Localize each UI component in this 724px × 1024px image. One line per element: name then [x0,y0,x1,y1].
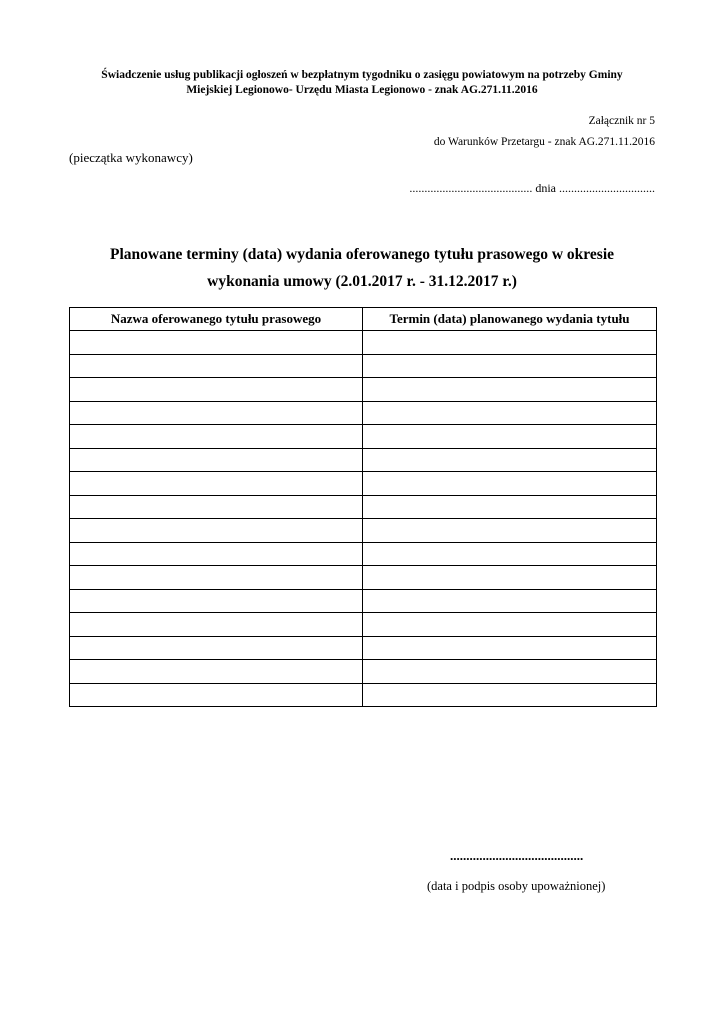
procurement-title-line-1: Świadczenie usług publikacji ogłoszeń w bezpłatnym tygodniku o zasięgu powiatowym na potrzeby Gminy [101,69,623,81]
table-cell-title-name[interactable] [70,378,363,402]
table-cell-publication-date[interactable] [363,519,657,543]
table-cell-publication-date[interactable] [363,401,657,425]
table-cell-title-name[interactable] [70,636,363,660]
table-cell-publication-date[interactable] [363,495,657,519]
table-row [70,636,657,660]
table-cell-publication-date[interactable] [363,660,657,684]
annex-reference: do Warunków Przetargu - znak AG.271.11.2016 [433,136,655,148]
signature-caption: (data i podpis osoby upoważnionej) [427,879,606,893]
signature-line: ......................................... [450,848,584,863]
table-cell-title-name[interactable] [70,331,363,355]
table-cell-title-name[interactable] [70,519,363,543]
table-cell-publication-date[interactable] [363,566,657,590]
table-cell-title-name[interactable] [70,401,363,425]
table-row [70,589,657,613]
table-cell-title-name[interactable] [70,472,363,496]
column-header-title-name: Nazwa oferowanego tytułu prasowego [70,308,363,331]
table-cell-title-name[interactable] [70,542,363,566]
procurement-title-line-2: Miejskiej Legionowo- Urzędu Miasta Legionowo - znak AG.271.11.2016 [186,84,538,96]
table-row [70,613,657,637]
table-cell-title-name[interactable] [70,354,363,378]
document-title [69,241,655,295]
annex-number: Załącznik nr 5 [588,115,655,127]
table-cell-title-name[interactable] [70,495,363,519]
table-row [70,683,657,707]
procurement-title [60,68,664,98]
table-row [70,660,657,684]
table-row [70,401,657,425]
table-cell-publication-date[interactable] [363,542,657,566]
table-row [70,354,657,378]
table-cell-publication-date[interactable] [363,683,657,707]
column-header-publication-date: Termin (data) planowanego wydania tytułu [363,308,657,331]
publication-schedule-table [69,307,657,707]
table-cell-publication-date[interactable] [363,613,657,637]
contractor-stamp-label: (pieczątka wykonawcy) [69,150,193,165]
table-header-row [70,308,657,331]
table-row [70,331,657,355]
table-cell-publication-date[interactable] [363,425,657,449]
document-title-line-1: Planowane terminy (data) wydania oferowanego tytułu prasowego w okresie [109,246,614,263]
table-row [70,542,657,566]
table-cell-title-name[interactable] [70,660,363,684]
table-cell-publication-date[interactable] [363,589,657,613]
table-cell-title-name[interactable] [70,448,363,472]
table-cell-publication-date[interactable] [363,636,657,660]
table-cell-title-name[interactable] [70,425,363,449]
table-cell-publication-date[interactable] [363,378,657,402]
table-cell-title-name[interactable] [70,589,363,613]
table-cell-publication-date[interactable] [363,472,657,496]
place-date-line: ......................................... dnia ................................ [409,181,655,195]
table-cell-publication-date[interactable] [363,448,657,472]
table-cell-title-name[interactable] [70,613,363,637]
table-row [70,566,657,590]
table-row [70,495,657,519]
table-row [70,472,657,496]
table-row [70,425,657,449]
table-cell-title-name[interactable] [70,683,363,707]
table-cell-title-name[interactable] [70,566,363,590]
table-cell-publication-date[interactable] [363,354,657,378]
document-title-line-2: wykonania umowy (2.01.2017 r. - 31.12.2017 r.) [207,273,517,290]
table-row [70,378,657,402]
table-row [70,448,657,472]
table-row [70,519,657,543]
table-cell-publication-date[interactable] [363,331,657,355]
